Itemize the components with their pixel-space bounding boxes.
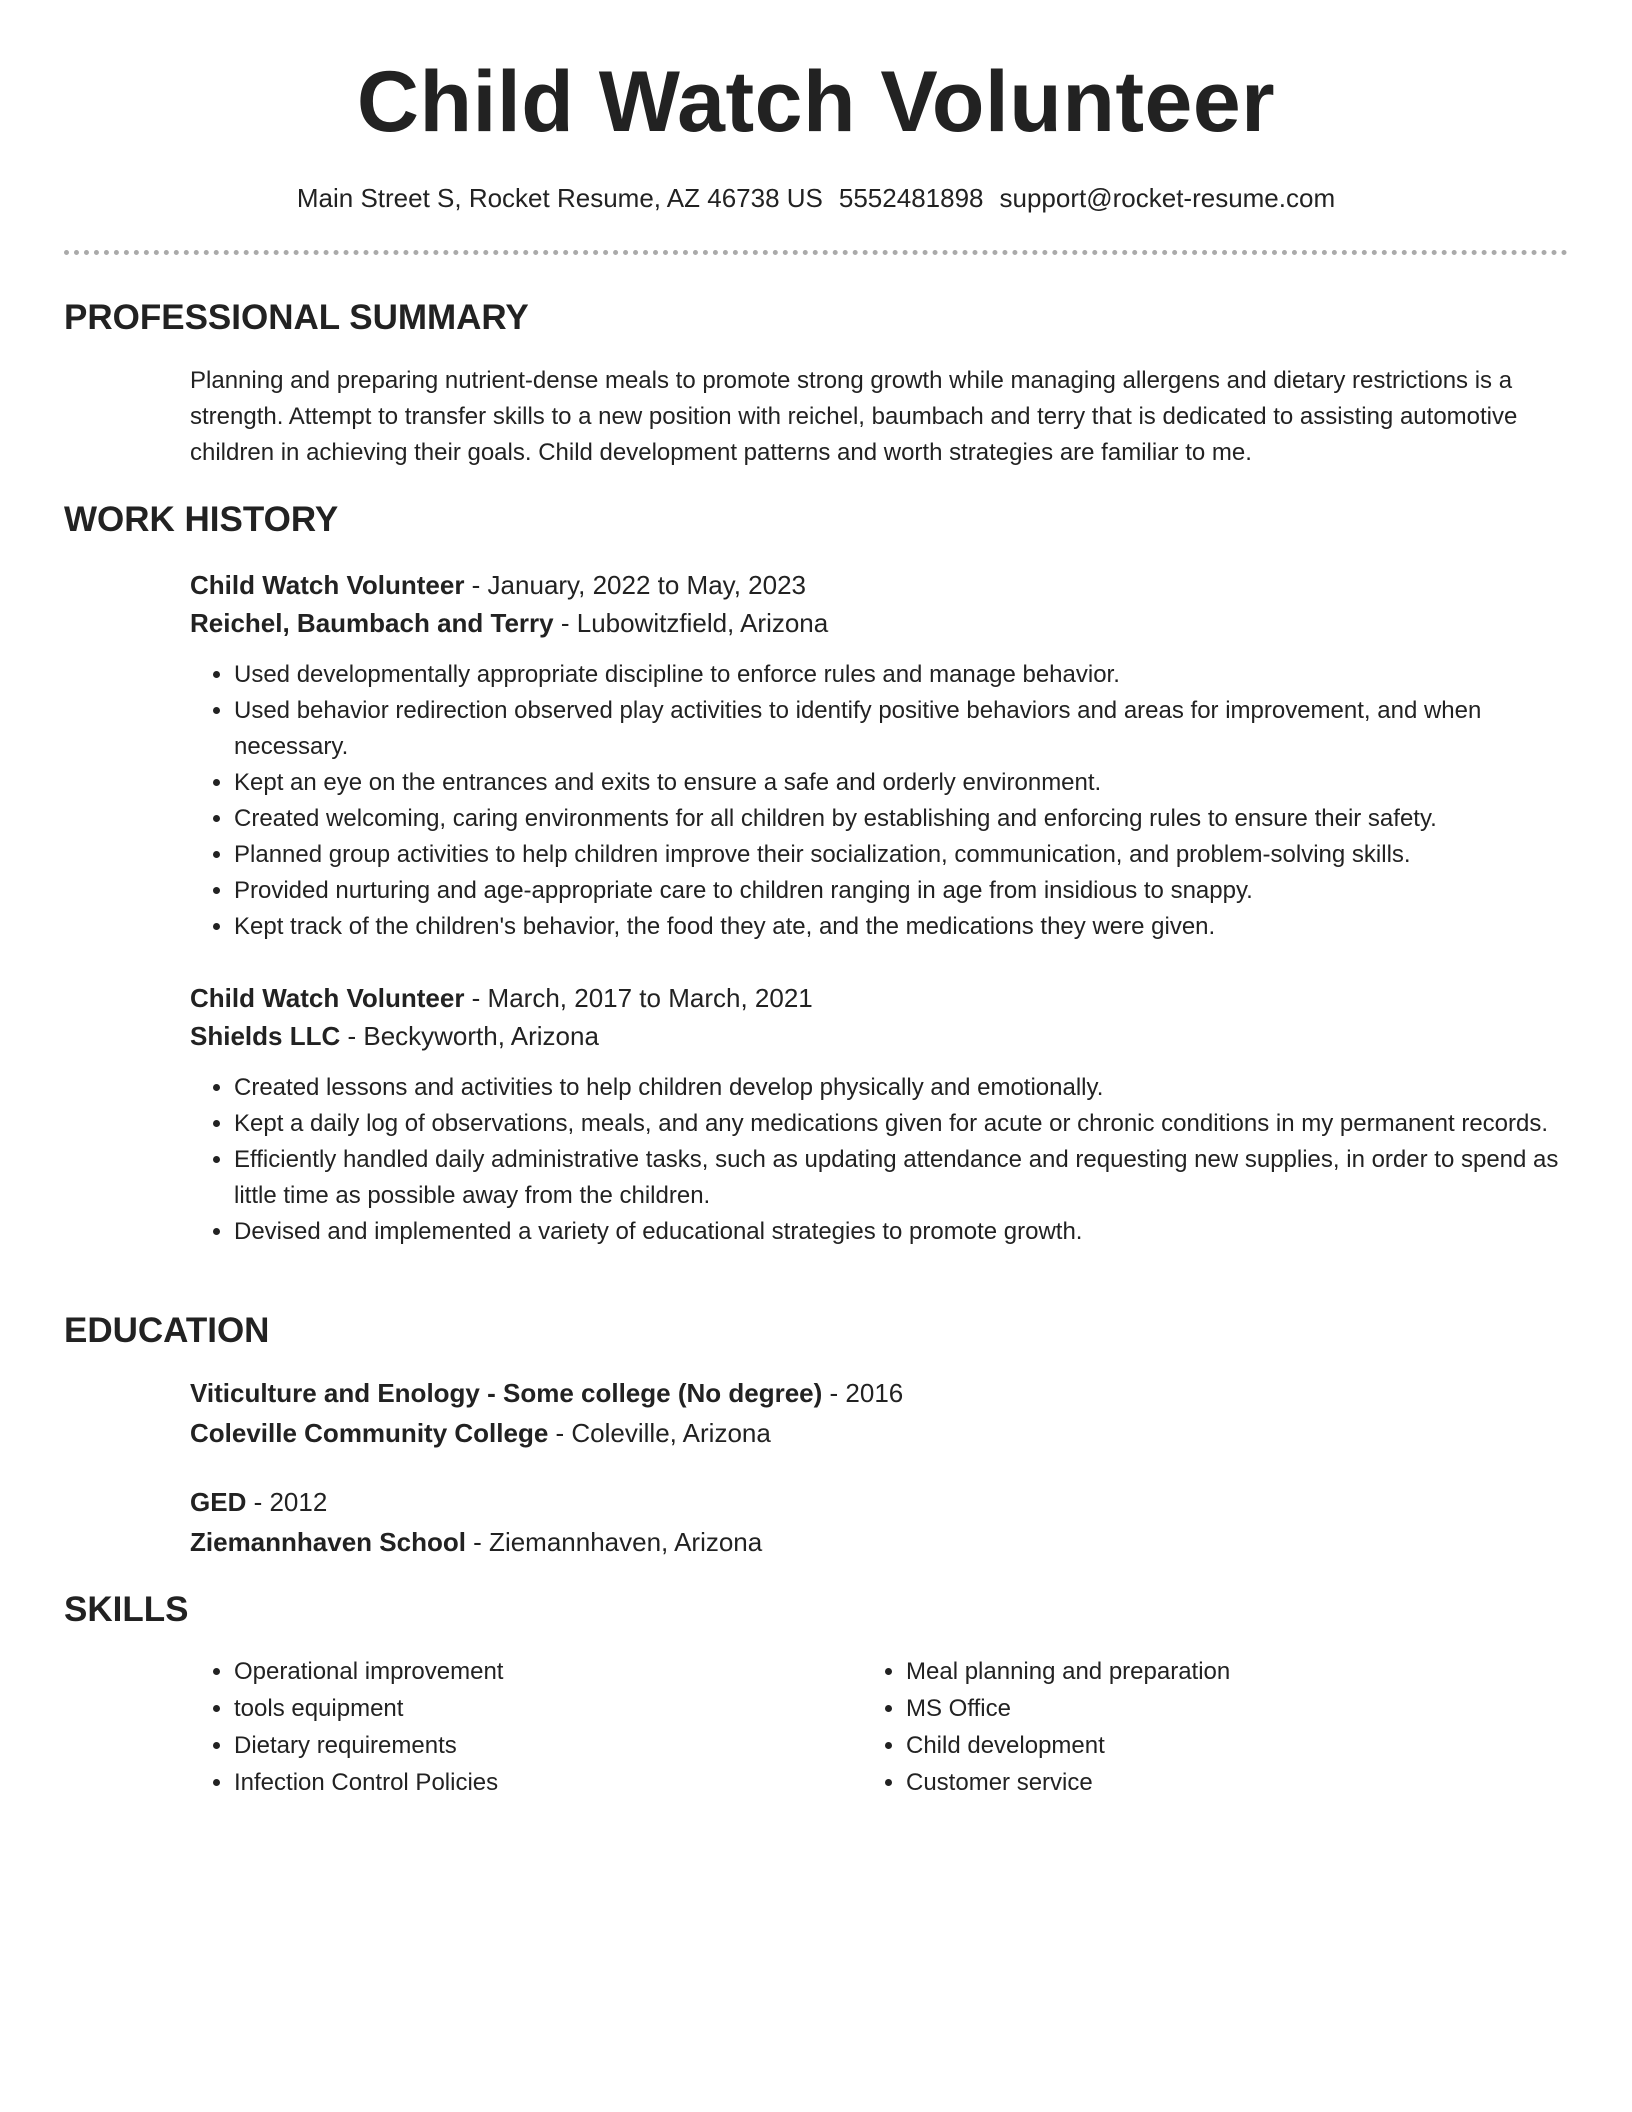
contact-line bbox=[0, 180, 1632, 216]
skill-item: • Child development bbox=[906, 1727, 1462, 1764]
list-item: • Used behavior redirection observed play activities to identify positive behaviors and areas for improvement, and when necessary. bbox=[234, 693, 1570, 765]
list-item: • Devised and implemented a variety of educational strategies to promote growth. bbox=[234, 1214, 1570, 1250]
section-title-education: EDUCATION bbox=[64, 1311, 270, 1350]
list-item: • Created lessons and activities to help children develop physically and emotionally. bbox=[234, 1070, 1570, 1106]
education-school-line bbox=[190, 1524, 762, 1560]
education-degree: GED bbox=[190, 1487, 247, 1517]
education-year: - 2016 bbox=[822, 1378, 904, 1408]
contact-address: Main Street S, Rocket Resume, AZ 46738 US bbox=[296, 183, 823, 213]
job-title-line bbox=[190, 567, 806, 603]
list-item: • Planned group activities to help children improve their socialization, communication, and problem-solving skills. bbox=[234, 837, 1570, 873]
list-item: • Kept a daily log of observations, meals, and any medications given for acute or chronic conditions in my permanent records. bbox=[234, 1106, 1570, 1142]
job-title-line bbox=[190, 980, 813, 1016]
job-location: - Lubowitzfield, Arizona bbox=[553, 608, 829, 638]
skill-item: • Operational improvement bbox=[234, 1653, 790, 1690]
job-bullets bbox=[190, 657, 1570, 945]
list-item: • Provided nurturing and age-appropriate care to children ranging in age from insidious to snappy. bbox=[234, 873, 1570, 909]
job-company: Reichel, Baumbach and Terry bbox=[190, 608, 554, 638]
job-company: Shields LLC bbox=[190, 1021, 341, 1051]
skills-list-right bbox=[862, 1653, 1462, 1801]
education-school: Ziemannhaven School bbox=[190, 1527, 466, 1557]
job-company-line bbox=[190, 1018, 599, 1054]
job-dates: - January, 2022 to May, 2023 bbox=[464, 570, 807, 600]
education-degree-line bbox=[190, 1484, 327, 1520]
list-item: • Efficiently handled daily administrative tasks, such as updating attendance and requesting new supplies, in order to spend as little time as possible away from the children. bbox=[234, 1142, 1570, 1214]
education-degree-line bbox=[190, 1375, 903, 1411]
list-item: • Kept track of the children's behavior, the food they ate, and the medications they were given. bbox=[234, 909, 1570, 945]
section-title-skills: SKILLS bbox=[64, 1590, 189, 1629]
job-company-line bbox=[190, 605, 828, 641]
list-item: • Used developmentally appropriate discipline to enforce rules and manage behavior. bbox=[234, 657, 1570, 693]
header-divider bbox=[64, 250, 1568, 255]
candidate-name: Child Watch Volunteer bbox=[356, 54, 1276, 150]
job-location: - Beckyworth, Arizona bbox=[340, 1021, 599, 1051]
education-year: - 2012 bbox=[246, 1487, 328, 1517]
contact-email: support@rocket-resume.com bbox=[999, 183, 1336, 213]
skill-item: • Meal planning and preparation bbox=[906, 1653, 1462, 1690]
job-title: Child Watch Volunteer bbox=[190, 983, 465, 1013]
section-title-work: WORK HISTORY bbox=[64, 500, 339, 539]
skill-item: • MS Office bbox=[906, 1690, 1462, 1727]
skill-item: • tools equipment bbox=[234, 1690, 790, 1727]
job-bullets bbox=[190, 1070, 1570, 1250]
job-dates: - March, 2017 to March, 2021 bbox=[464, 983, 813, 1013]
education-school: Coleville Community College bbox=[190, 1418, 549, 1448]
contact-phone: 5552481898 bbox=[838, 183, 984, 213]
list-item: • Created welcoming, caring environments for all children by establishing and enforcing rules to ensure their safety. bbox=[234, 801, 1570, 837]
skills-list-left bbox=[190, 1653, 790, 1801]
section-title-summary: PROFESSIONAL SUMMARY bbox=[64, 298, 529, 337]
job-title: Child Watch Volunteer bbox=[190, 570, 465, 600]
skill-item: • Dietary requirements bbox=[234, 1727, 790, 1764]
list-item: • Kept an eye on the entrances and exits to ensure a safe and orderly environment. bbox=[234, 765, 1570, 801]
education-location: - Coleville, Arizona bbox=[548, 1418, 771, 1448]
education-degree: Viticulture and Enology - Some college (No degree) bbox=[190, 1378, 823, 1408]
summary-text: Planning and preparing nutrient-dense meals to promote strong growth while managing allergens and dietary restrictions is a strength. Attempt to transfer skills to a new position with reichel, baumbach and terry that is dedicated to assisting automotive children in achieving their goals. Child development patterns and worth strategies are familiar to me. bbox=[190, 367, 1518, 466]
skill-item: • Infection Control Policies bbox=[234, 1764, 790, 1801]
skill-item: • Customer service bbox=[906, 1764, 1462, 1801]
education-location: - Ziemannhaven, Arizona bbox=[465, 1527, 763, 1557]
education-school-line bbox=[190, 1415, 771, 1451]
